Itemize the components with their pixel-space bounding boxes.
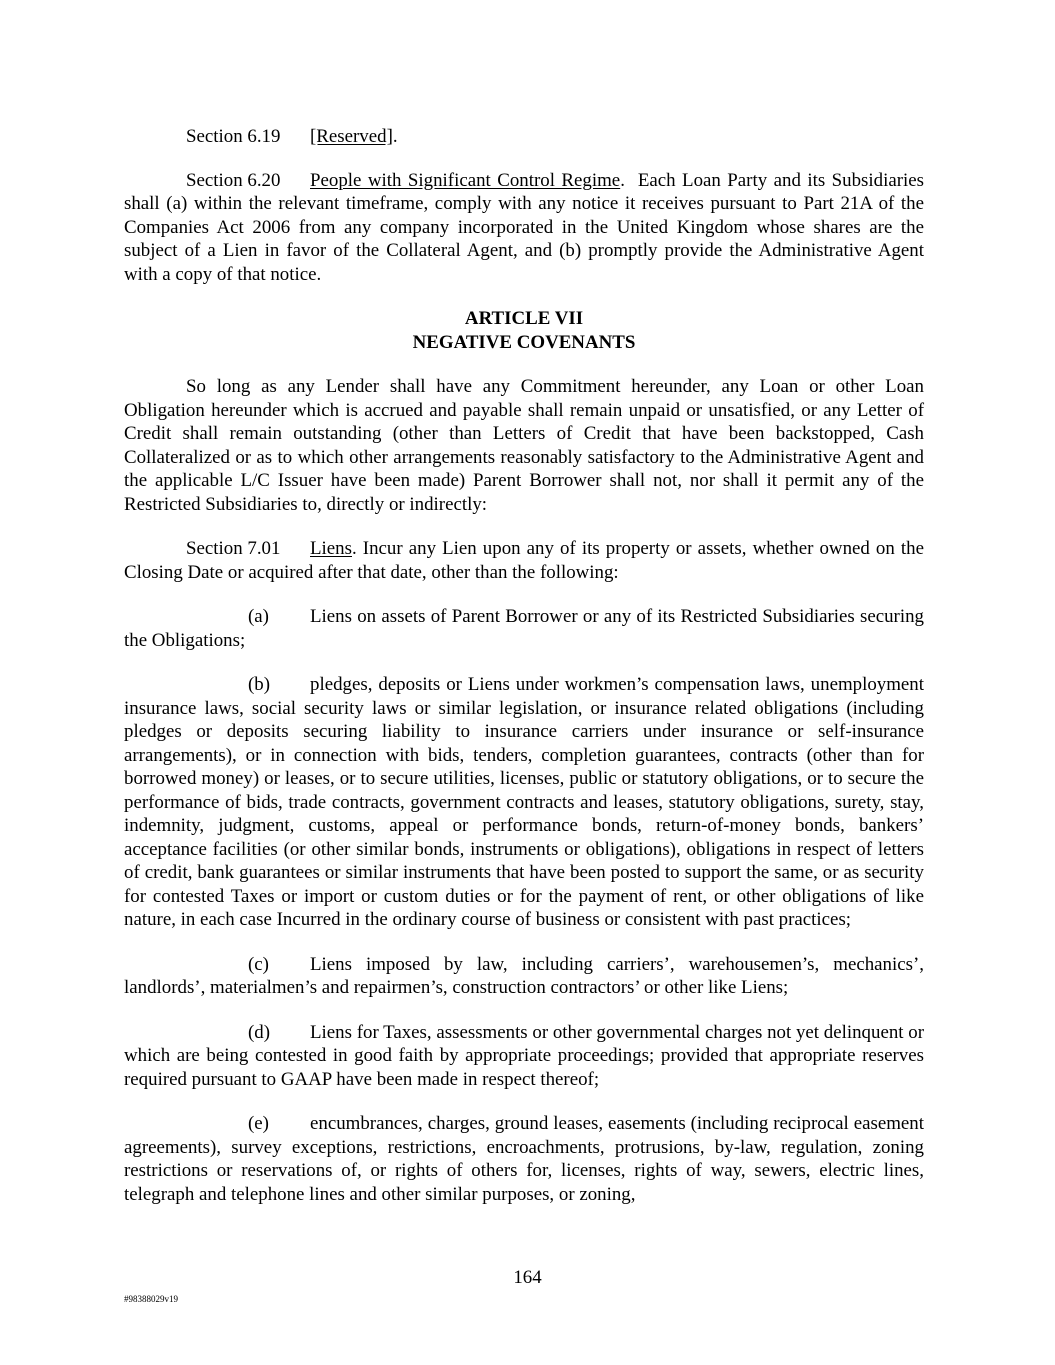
section-number: Section 6.19	[186, 126, 281, 147]
item-label: (c)	[248, 953, 269, 975]
item-text: encumbrances, charges, ground leases, easements (including reciprocal easement agreements), survey exceptions, restrictions, encroachments, protrusions, by-law, regulation, zoning restrictions or reservations of, or rights of others for, licenses, rights of way, sewers, electric lines, telegraph and telephone lines and other similar purposes, or zoning,	[124, 1113, 924, 1205]
section-body: Each Loan Party and its Subsidiaries shall (a) within the relevant timeframe, comply with any notice it receives pursuant to Part 21A of the Companies Act 2006 from any company incorporated in the United Kingdom whose shares are the subject of a Lien in favor of the Collateral Agent, and (b) promptly provide the Administrative Agent with a copy of that notice.	[124, 169, 929, 285]
section-title-punct: .	[620, 169, 625, 191]
section-6-20	[124, 169, 929, 287]
item-label: (e)	[248, 1113, 269, 1134]
item-text: Liens imposed by law, including carriers’, warehousemen’s, mechanics’, landlords’, materialmen’s and repairmen’s, construction contractors’ or other like Liens;	[124, 953, 924, 998]
section-number: Section 7.01	[186, 538, 281, 559]
article-intro: So long as any Lender shall have any Commitment hereunder, any Loan or other Loan Obligation hereunder which is accrued and payable shall remain unpaid or unsatisfied, or any Letter of Credit shall remain outstanding (other than Letters of Credit that have been backstopped, Cash Collateralized or as to which other arrangements reasonably satisfactory to the Administrative Agent and the applicable L/C Issuer have been made) Parent Borrower shall not, nor shall it permit any of the Restricted Subsidiaries to, directly or indirectly:	[124, 376, 924, 515]
section-body: . Incur any Lien upon any of its property or assets, whether owned on the Closing Date or acquired after that date, other than the following:	[124, 538, 924, 583]
list-item-a	[124, 605, 924, 652]
section-6-19	[124, 125, 924, 149]
item-text: Liens on assets of Parent Borrower or any of its Restricted Subsidiaries securing the Obligations;	[124, 606, 924, 651]
article-title: NEGATIVE COVENANTS	[412, 331, 636, 353]
section-title-punct: .	[392, 126, 398, 147]
section-7-01	[124, 537, 924, 584]
section-title: Liens	[310, 538, 352, 559]
item-label: (a)	[248, 606, 269, 627]
section-title: [Reserved]	[310, 126, 393, 147]
list-item-e	[124, 1112, 924, 1206]
item-text: pledges, deposits or Liens under workmen’s compensation laws, unemployment insurance laws, social security laws or similar legislation, or insurance related obligations (including pledges or deposits securing liability to insurance carriers under insurance or self-insurance arrangements), or in connection with bids, tenders, completion guarantees, contracts (other than for borrowed money) or leases, or to secure utilities, licenses, public or statutory obligations, or to secure the performance of bids, trade contracts, government contracts and leases, statutory obligations, surety, stay, indemnity, judgment, customs, appeal or performance bonds, return-of-money bonds, bankers’ acceptance facilities (or other similar bonds, instruments or obligations), obligations in respect of letters of credit, bank guarantees or similar instruments that have been posted to support the same, or as security for contested Taxes or import or custom duties or for the payment of rent, or other obligations of like nature, in each case Incurred in the ordinary course of business or consistent with past practices;	[124, 674, 924, 930]
document-id: #98388029v19	[124, 1294, 178, 1304]
item-label: (d)	[248, 1021, 271, 1043]
document-page	[124, 125, 929, 1206]
list-item-c	[124, 953, 924, 1000]
list-item-d	[124, 1021, 924, 1092]
list-item-b	[124, 673, 924, 932]
page-number: 164	[513, 1267, 542, 1288]
article-number: ARTICLE VII	[464, 308, 584, 329]
item-text: Liens for Taxes, assessments or other governmental charges not yet delinquent or which are being contested in good faith by appropriate proceedings; provided that appropriate reserves required pursuant to GAAP have been made in respect thereof;	[124, 1021, 924, 1090]
section-number: Section 6.20	[186, 169, 281, 191]
section-title: People with Significant Control Regime	[310, 169, 621, 191]
item-label: (b)	[248, 674, 271, 695]
